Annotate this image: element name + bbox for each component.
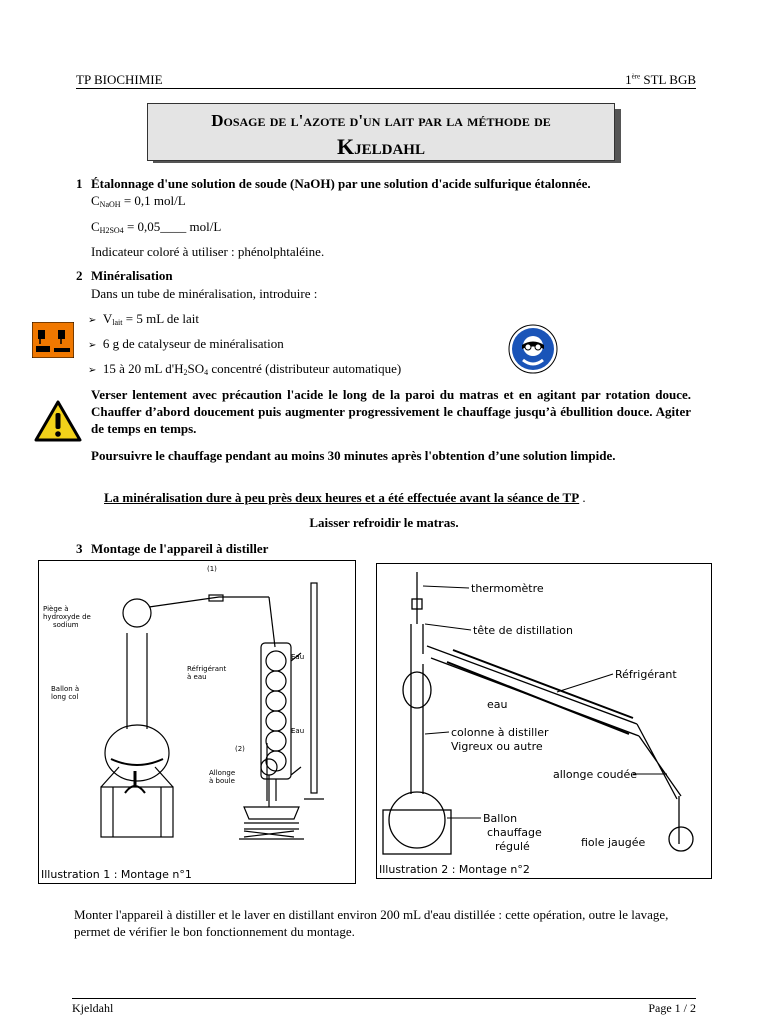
warning-icon — [34, 400, 82, 442]
svg-text:à boule: à boule — [209, 777, 235, 785]
svg-text:Vigreux ou autre: Vigreux ou autre — [451, 740, 543, 753]
c-h2so4-value: = 0,05____ mol/L — [123, 219, 222, 234]
svg-text:allonge coudée: allonge coudée — [553, 768, 638, 781]
svg-text:Ballon: Ballon — [483, 812, 518, 825]
svg-text:(2): (2) — [235, 745, 245, 753]
page-footer — [72, 998, 696, 1015]
bullet-arrow-icon: ➢ — [88, 340, 97, 351]
svg-text:long col: long col — [51, 693, 79, 701]
svg-text:eau: eau — [487, 698, 508, 711]
indicator-text: Indicateur coloré à utiliser : phénolphtaléine. — [91, 244, 325, 259]
header-left: TP BIOCHIMIE — [76, 72, 163, 87]
item3-text-c: concentré (distributeur automatique) — [208, 361, 402, 376]
item3-text-a: 15 à 20 mL d'H — [102, 361, 184, 376]
svg-text:(1): (1) — [207, 565, 217, 573]
svg-text:colonne à distiller: colonne à distiller — [451, 726, 549, 739]
title-box — [147, 103, 615, 161]
c-naoh-symbol: C — [91, 193, 100, 208]
figure-2 — [376, 563, 712, 879]
svg-text:régulé: régulé — [495, 840, 530, 853]
svg-text:Réfrigérant: Réfrigérant — [615, 668, 677, 681]
list-item-3 — [88, 361, 401, 377]
header-right — [625, 72, 696, 88]
header-level-sup: ère — [631, 72, 641, 81]
warning-text-1: Verser lentement avec précaution l'acide le long de la paroi du matras et en agitant par rotation douce. Chauffer d’abord doucement puis augmenter progressivement le chauffage jusqu’à ébullition douce. Agiter de temps en temps. — [91, 387, 691, 436]
bullet-arrow-icon: ➢ — [88, 315, 97, 326]
closing-paragraph: Monter l'appareil à distiller et le laver en distillant environ 200 mL d'eau distillée : cette opération, outre le lavage, permet de vérifier le bon fonctionnement du montage. — [74, 907, 669, 939]
item1-text: = 5 mL de lait — [122, 311, 200, 326]
item3-sub2: 4 — [204, 368, 209, 377]
item2-text: 6 g de catalyseur de minéralisation — [102, 336, 284, 351]
mineralisation-note — [104, 490, 586, 506]
svg-text:Réfrigérant: Réfrigérant — [187, 665, 227, 673]
c-h2so4-sub: H2SO4 — [99, 226, 124, 235]
item1-sub: lait — [112, 318, 123, 327]
svg-text:Eau: Eau — [291, 727, 305, 735]
c-naoh-value: = 0,1 mol/L — [120, 193, 186, 208]
list-item-2 — [88, 336, 284, 352]
safety-goggles-icon — [508, 324, 558, 374]
c-h2so4-line — [91, 219, 221, 235]
section-1-number: 1 — [76, 176, 83, 191]
svg-text:Eau: Eau — [291, 653, 305, 661]
svg-text:Allonge: Allonge — [209, 769, 236, 777]
section-2-number: 2 — [76, 268, 83, 283]
mineralisation-note-end: . — [579, 490, 586, 505]
mineralisation-note-text: La minéralisation dure à peu près deux heures et a été effectuée avant la séance de TP — [104, 490, 580, 505]
c-naoh-sub: NaOH — [99, 200, 121, 209]
svg-text:hydroxyde de: hydroxyde de — [43, 613, 91, 621]
svg-text:Ballon à: Ballon à — [51, 685, 80, 693]
svg-text:fiole jaugée: fiole jaugée — [581, 836, 646, 849]
c-naoh-line — [91, 193, 186, 209]
svg-text:sodium: sodium — [53, 621, 79, 629]
header-class: STL BGB — [643, 72, 696, 87]
section-3-number: 3 — [76, 541, 83, 556]
cool-text: Laisser refroidir le matras. — [309, 515, 459, 530]
svg-text:à eau: à eau — [187, 673, 207, 681]
c-h2so4-symbol: C — [91, 219, 100, 234]
figure-2-drawing — [377, 564, 711, 860]
item3-text-b: SO — [187, 361, 205, 376]
footer-page: Page 1 / 2 — [648, 1001, 696, 1015]
item3-sub1: 2 — [183, 368, 188, 377]
section-2-intro: Dans un tube de minéralisation, introduire : — [91, 286, 318, 301]
warning-text-2: Poursuivre le chauffage pendant au moins 30 minutes après l'obtention d’une solution limpide. — [91, 448, 616, 463]
title-line-1: Dosage de l'azote d'un lait par la méthode de — [211, 111, 551, 130]
figure-1 — [38, 560, 356, 884]
section-1-heading: Étalonnage d'une solution de soude (NaOH) par une solution d'acide sulfurique étalonnée. — [91, 176, 591, 191]
item1-symbol: V — [102, 311, 113, 326]
corrosive-icon — [32, 322, 74, 358]
svg-text:chauffage: chauffage — [487, 826, 542, 839]
svg-text:Piège à: Piège à — [43, 605, 69, 613]
bullet-arrow-icon: ➢ — [88, 365, 97, 376]
section-3-heading: Montage de l'appareil à distiller — [91, 541, 269, 556]
page-header — [76, 72, 696, 89]
svg-text:tête de distillation: tête de distillation — [473, 624, 573, 637]
list-item-1 — [88, 311, 199, 327]
section-2-heading: Minéralisation — [91, 268, 173, 283]
figure-2-caption: Illustration 2 : Montage n°2 — [379, 863, 530, 876]
figure-1-drawing — [39, 561, 355, 866]
svg-text:thermomètre: thermomètre — [471, 582, 544, 595]
footer-left: Kjeldahl — [72, 1001, 114, 1015]
figure-1-caption: Illustration 1 : Montage n°1 — [41, 868, 192, 881]
title-line-2: Kjeldahl — [337, 134, 425, 159]
header-level: 1 — [625, 72, 632, 87]
